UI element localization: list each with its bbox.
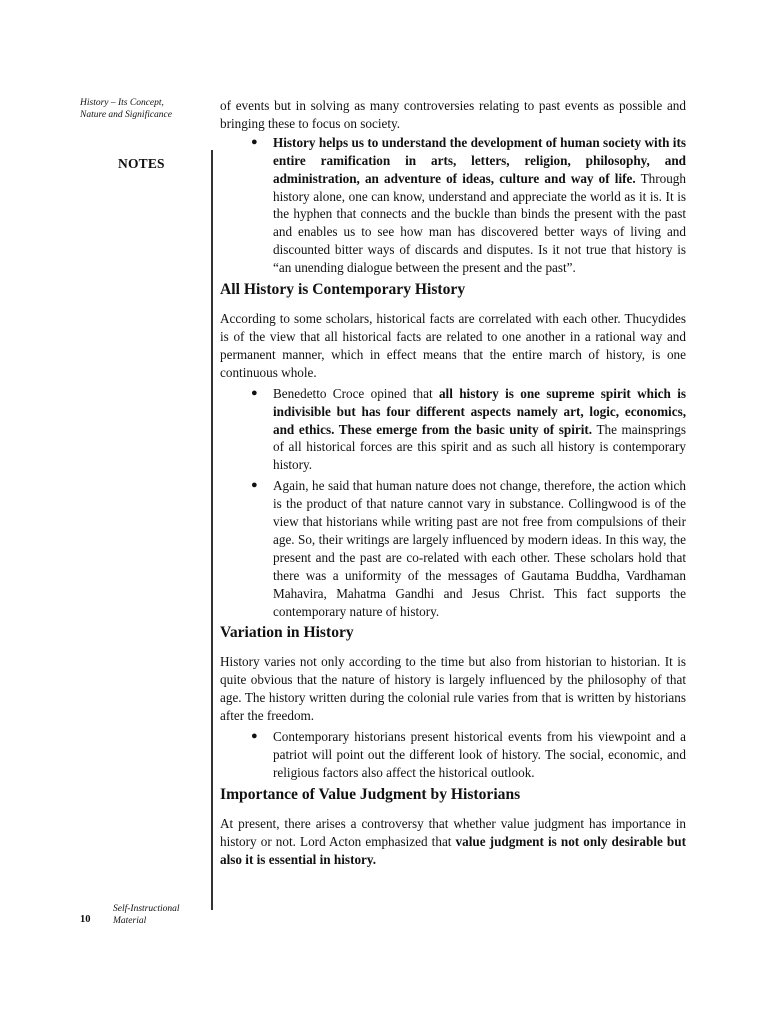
bullet-2-text-start: Benedetto Croce opined that	[273, 385, 439, 401]
bullet-item-2	[220, 385, 686, 475]
footer-label-line2: Material	[113, 916, 147, 926]
value-judgment-bold: value judgment is not only desirable but also it is essential in history.	[220, 833, 686, 867]
bullet-icon: ●	[251, 135, 258, 148]
page-number: 10	[80, 914, 91, 925]
notes-label: NOTES	[118, 156, 165, 171]
bullet-icon: ●	[251, 730, 258, 743]
paragraph-variation: History varies not only according to the time but also from historian to historian. It is quite obvious that the nature of history is largely influenced by the philosophy of that age. The history written during the colonial rule varies from that is written by historians after the freedom.	[220, 654, 686, 724]
heading-variation-in-history: Variation in History	[220, 624, 354, 642]
footer-label-line1: Self-Instructional	[113, 904, 180, 914]
bullet-4-text: Contemporary historians present historical events from his viewpoint and a patriot will point out the different look of history. The social, economic, and religious factors also affect the historical outlook.	[273, 729, 686, 780]
paragraph-value-judgment	[220, 815, 686, 869]
bullet-item-1	[220, 134, 686, 277]
bullet-2-bold: all history is one supreme spirit which is indivisible but has four different aspects namely art, logic, economics, and ethics. These emerge from the basic unity of spirit.	[273, 385, 686, 437]
running-title	[80, 97, 200, 121]
main-content	[220, 97, 686, 869]
bullet-item-4	[220, 728, 686, 782]
bullet-item-3	[220, 477, 686, 620]
bullet-2-text-end: The mainsprings of all historical forces are this spirit and as such all history is contemporary history.	[273, 421, 687, 473]
margin-divider	[211, 150, 213, 910]
bullet-1-bold: History helps us to understand the development of human society with its entire ramification in arts, letters, religion, philosophy, and administration, an adventure of ideas, culture and way of life.	[273, 134, 686, 186]
heading-value-judgment: Importance of Value Judgment by Historians	[220, 785, 521, 803]
paragraph-top: of events but in solving as many controversies relating to past events as possible and bringing these to focus on society.	[220, 98, 686, 131]
paragraph-scholars: According to some scholars, historical facts are correlated with each other. Thucydides is of the view that all historical facts are related to one another in a rational way and permanent manner, which in effect means that the entire march of history, is one continuous whole.	[220, 311, 686, 380]
running-title-line2: Nature and Significance	[80, 110, 172, 120]
bullet-3-text: Again, he said that human nature does not change, therefore, the action which is the product of that nature cannot vary in substance. Collingwood is of the view that historians while writing past are not free from compulsions of their age. So, their writings are largely influenced by modern ideas. In this way, the present and the past are co-related with each other. These scholars hold that there was a uniformity of the messages of Gautama Buddha, Vardhaman Mahavira, Mahatma Gandhi and Jesus Christ. This fact supports the contemporary nature of history.	[273, 478, 686, 619]
heading-contemporary-history: All History is Contemporary History	[220, 281, 466, 299]
running-title-line1: History – Its Concept,	[80, 98, 164, 108]
bullet-1-text: Through history alone, one can know, understand and appreciate the world as it is. It is the hyphen that connects and the buckle than binds the present with the past and enables us to see how man has discovered better ways of living and discounted bitter ways of discards and disputes. Is it not true that history is “an unending dialogue between the present and the past”.	[273, 170, 686, 276]
bullet-icon: ●	[251, 479, 258, 492]
footer-label	[113, 903, 213, 927]
bullet-icon: ●	[251, 386, 258, 399]
value-judgment-text: At present, there arises a controversy that whether value judgment has importance in history or not. Lord Acton emphasized that	[220, 815, 686, 849]
